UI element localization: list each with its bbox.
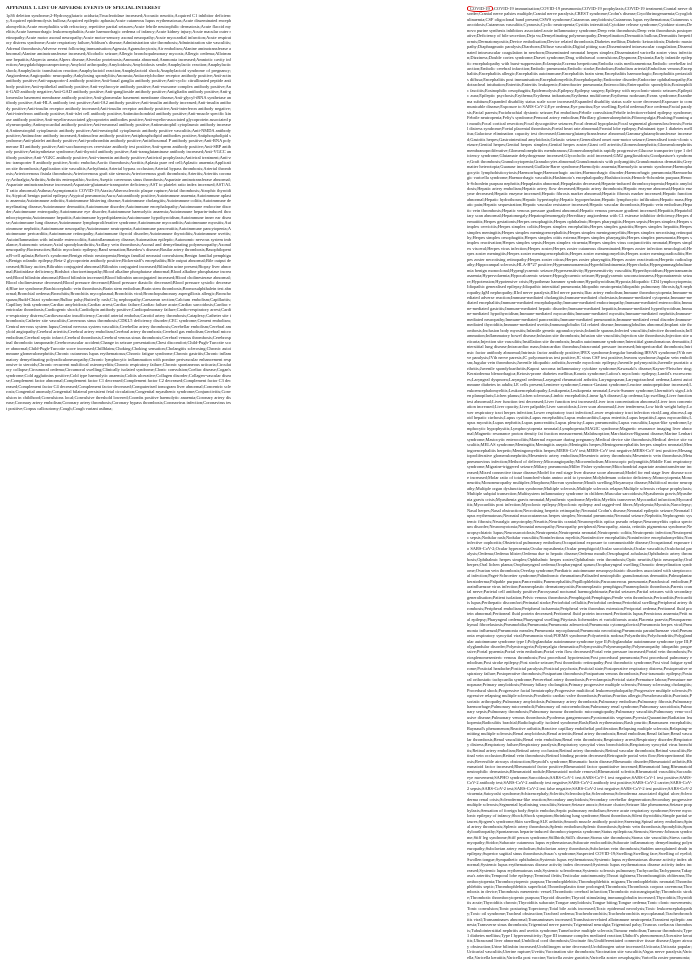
appendix-heading: APPENDIX 1. LIST OF ADVERSE EVENTS OF SPECIAL INTEREST [6, 6, 161, 11]
adverse-events-list-part-3: COVID-19 ;COVID-19 immunisation;COVID-19 pneumonia;COVID-19 prophylaxis;COVID-19 treatment;Cranial nerve disorder;Cranial nerve palsies multiple;Cranial nerve paralysis;CREST syndrome;Crohn's disease;Cryofibrinogenaemia;Cryoglobulinaemia;CSF oligoclonal band present;CSWS syndrome;Cutaneous amyloidosis;Cutaneous lupus erythematosus;Cutaneous sarcoidosis;Cutaneous vasculitis;Cyanosis;Cyclic neutropenia;Cystitis interstitial;Cytokine release syndrome;Cytokine storm;De novo purine synthesis inhibitors associated acute inflammatory syndrome;Deep vein thrombosis;Deep vein thrombosis postoperative;Deficiency of bile secretion;Deja vu;Demyelinating polyneuropathy;Demyelination;Dermatitis bullous;Dermatitis herpetiformis;Dermatomyositis;Device embolisation;Device related thrombosis;Diabetes mellitus;Diabetic ketoacidosis;Diabetic mastopathy;Diaphragmatic paralysis;Diarrhoea;Diffuse vasculitis;Digital pitting scar;Disseminated intravascular coagulation;Disseminated intravascular coagulation in newborn;Disseminated neonatal herpes simplex;Disseminated varicella zoster virus infection;Dizziness;Double cortex syndrome;Dravet syndrome;Drug withdrawal convulsions;Dyspnoea;Dystonia;Early infantile epileptic encephalopathy with burst-suppression;Eclampsia;Eczema herpeticum;Embolia cutis medicamentosa;Embolic cerebellar infarction;Embolic cerebral infarction;Embolic pneumonia;Embolic stroke;Embolism;Embolism arterial;Embolism venous;Encephalitis;Encephalitis allergic;Encephalitis autoimmune;Encephalitis brain stem;Encephalitis haemorrhagic;Encephalitis periaxialis diffusa;Encephalitis post immunisation;Encephalomyelitis;Encephalopathy;Endocrine disorder;Endocrine ophthalmopathy;Endotracheal intubation;Enteritis;Enteritis leukopenic;Enterobacter pneumonia;Enterocolitis;Enteropathic spondylitis;Eosinophilic fasciitis;Eosinophilic oesophagitis;Epidermolysis;Epilepsy;Epilepsy surgery;Epilepsy with myoclonic-atonic seizures;Epileptic aura;Epileptic psychosis;Erythema;Erythema induratum;Erythema multiforme;Erythema nodosum;Evans syndrome;Exanthema subitum;Expanded disability status scale score increased;Expanded disability status scale score decreased;Exposure to communicable disease;Exposure to SARS-CoV-2;Eye oedema;Eye pruritus;Eye swelling;Eyelid oedema;Face oedema;Facial paralysis;Facial paresis;Faciobrachial dystonic seizure;Fat embolism;Febrile convulsion;Febrile infection-related epilepsy syndrome;Febrile neutropenia;Felty's syndrome;Femoral artery embolism;Fibrillary glomerulonephritis;Fibromyalgia;Flushing;Foaming at mouth;Focal cortical resection;Focal dyscognitive seizures;Focal dermal hypoplasia;Focal segmental glomerulosclerosis;Foetal distress syndrome;Foetal placental thrombosis;Foetal heart rate abnormal;Frontal lobe epilepsy;Fulminant type 1 diabetes mellitus;Galactose elimination capacity test decreased;Gamma-glutamyltransferase abnormal;Gamma-glutamyltransferase increased;Gastritis herpes;Gastrointestinal amyloidosis;Gelastic seizure;Generalised onset non-motor seizure;Generalised tonic-clonic seizure;Genital herpes;Genital herpes simplex;Genital herpes zoster;Giant cell arteritis;Glomerulonephritis;Glomerulonephritis membranoproliferative;Glomerulonephritis membranous;Glomerulonephritis rapidly progressive;Glucose transporter type 1 deficiency syndrome;Glutamate dehydrogenase increased;Glycocholic acid increased;GM2 gangliosidosis;Goodpasture's syndrome;Graft thrombosis;Granulocytopenia;Granulocytes abnormal;Granulomatosis with polyangiitis;Granulomatous dermatitis;Grey matter heterotopia;Guanase increased;Guillain-Barre syndrome;Haemolytic anaemia;Haemolytic uraemic syndrome;Haemophagocytic lymphohistiocytosis;Haemorrhage;Haemorrhagic ascites;Haemorrhagic disorder;Haemorrhagic pneumonia;Haemorrhagic varicella syndrome;Haemorrhagic vasculitis;Hashimoto's encephalopathy;Hashitoxicosis;Henoch-Schonlein purpura;Henoch-Schonlein purpura nephritis;Hepaplastin abnormal;Hepaplastin decreased;Heparin-induced thrombocytopenia;Hepatic amyloidosis;Hepatic artery embolism;Hepatic artery flow decreased;Hepatic artery thrombosis;Hepatic enzyme abnormal;Hepatic enzyme decreased;Hepatic enzyme increased;Hepatic fibrosis marker abnormal;Hepatic fibrosis marker increased;Hepatic function abnormal;Hepatic hydrothorax;Hepatic hypertrophy;Hepatic hypoperfusion;Hepatic lymphocytic infiltration;Hepatic mass;Hepatic pain;Hepatic sequestration;Hepatic vascular resistance increased;Hepatic vascular thrombosis;Hepatic vein embolism;Hepatic vein thrombosis;Hepatic venous pressure gradient abnormal;Hepatic venous pressure gradient increased;Hepatitis;Hepatobiliary scan abnormal;Hepatomegaly;Hepatosplenomegaly;Hereditary angioedema with C1 esterase inhibitor deficiency;Herpes dermatitis;Herpes gestationis;Herpes oesophagitis;Herpes ophthalmic;Herpes pharyngitis;Herpes sepsis;Herpes simplex;Herpes simplex cervicitis;Herpes simplex colitis;Herpes simplex encephalitis;Herpes simplex gastritis;Herpes simplex hepatitis;Herpes simplex meningitis;Herpes simplex meningoencephalitis;Herpes simplex meningomyelitis;Herpes simplex necrotising retinopathy;Herpes simplex oesophagitis;Herpes simplex otitis externa;Herpes simplex pharyngitis;Herpes simplex pneumonia;Herpes simplex reactivation;Herpes simplex sepsis;Herpes simplex viraemia;Herpes simplex virus conjunctivitis neonatal;Herpes simplex visceral;Herpes virus infection;Herpes zoster;Herpes zoster cutaneous disseminated;Herpes zoster infection neurological;Herpes zoster meningitis;Herpes zoster meningoencephalitis;Herpes zoster meningomyelitis;Herpes zoster meningoradiculitis;Herpes zoster necrotising retinopathy;Herpes zoster oticus;Herpes zoster pharyngitis;Herpes zoster reactivation;Herpetic radiculopathy;Hippocampal sclerosis;HLA-B*27 positive;Hyperammonaemia;Hyperbilirubinaemia;Hypercholia;Hypergammaglobulinaemia benign monoclonal;Hyperglycaemic seizure;Hypersensitivity;Hypersensitivity vasculitis;Hyperthyroidism;Hypertransaminasaemia;Hypervolaemia;Hypocalcaemic seizure;Hypoglycaemic seizure;Hypoglycaemic unconsciousness;Hyponatraemic seizure;Hypotension;Hypotensive crisis;Hypothenar hammer syndrome;Hypothyroidism;Hypoxia;Idiopathic CD4 lymphocytopenia;Idiopathic generalised epilepsy;Idiopathic interstitial pneumonia;Idiopathic neutropenia;Idiopathic pulmonary fibrosis;IgA nephropathy;IgM nephropathy;IIIrd nerve paralysis;IIIrd nerve paresis;Iliac artery embolism;Immune thrombocytopenia;Immune-mediated adverse reaction;Immune-mediated cholangitis;Immune-mediated cholestasis;Immune-mediated cytopenia;Immune-mediated encephalitis;Immune-mediated encephalopathy;Immune-mediated endocrinopathy;Immune-mediated enterocolitis;Immune-mediated gastritis;Immune-mediated hepatic disorder;Immune-mediated hepatitis;Immune-mediated hyperthyroidism;Immune-mediated hypothyroidism;Immune-mediated myocarditis;Immune-mediated myositis;Immune-mediated nephritis;Immune-mediated neuropathy;Immune-mediated pancreatitis;Immune-mediated pneumonitis;Immune-mediated renal disorder;Immune-mediated thyroiditis;Immune-mediated uveitis;Immunoglobulin G4 related disease;Immunoglobulins abnormal;Implant site thrombosis;Inclusion body myositis;Infantile genetic agranulocytosis;Infantile spasms;Infected vasculitis;Infective thrombosis;Inflammation;Inflammatory bowel disease;Infusion site thrombosis;Infusion site vasculitis;Injection site thrombosis;Injection site urticaria;Injection site vasculitis;Instillation site thrombosis;Insulin autoimmune syndrome;Interstitial granulomatous dermatitis;Interstitial lung disease;Intracardiac mass;Intracardiac thrombus;Intracranial pressure increased;Intrapericardial thrombosis;Intrinsic factor antibody abnormal;Intrinsic factor antibody positive;IPEX syndrome;Irregular breathing;IRVAN syndrome;IVth nerve paralysis;IVth nerve paresis;JC polyomavirus test positive;JC virus CSF test positive;Jeavons syndrome;Jugular vein embolism;Jugular vein thrombosis;Juvenile idiopathic arthritis;Juvenile myoclonic epilepsy;Juvenile polymyositis;Juvenile psoriatic arthritis;Juvenile spondyloarthritis;Kaposi sarcoma inflammatory cytokine syndrome;Kawasaki's disease;Kayser-Fleischer ring;Keratoderma blenorrhagica;Ketosis-prone diabetes mellitus;Kounis syndrome;Lafora's myoclonic epilepsy;Lambl's excrescences;Laryngeal dyspnoea;Laryngeal oedema;Laryngeal rheumatoid arthritis;Laryngospasm;Laryngotracheal oedema;Latent autoimmune diabetes in adults;LE cells present;Lemierre syndrome;Lennox-Gastaut syndrome;Leucine aminopeptidase increased;Leukoencephalomyelitis;Leukoencephalopathy;Leukopenia;Leukopenia neonatal;Lewis-Sumner syndrome;Lhermitte's sign;Lichen planopilaris;Lichen planus;Lichen sclerosus;Limbic encephalitis;Linear IgA disease;Lip oedema;Lip swelling;Liver function test abnormal;Liver function test decreased;Liver function test increased;Liver iron concentration abnormal;Liver iron concentration increased;Liver opacity;Liver palpable;Liver sarcoidosis;Liver scan abnormal;Liver tenderness;Low birth weight baby;Lower respiratory tract herpes infection;Lower respiratory tract infection;Lower respiratory tract infection viral;Lung abscess;Lupoid hepatic cirrhosis;Lupus cystitis;Lupus encephalitis;Lupus endocarditis;Lupus enteritis;Lupus hepatitis;Lupus myocarditis;Lupus myositis;Lupus nephritis;Lupus pancreatitis;Lupus pleurisy;Lupus pneumonitis;Lupus vasculitis;Lupus-like syndrome;Lymphocytic hypophysitis;Lymphocytopenia neonatal;Lymphopenia;MAGIC syndrome;Magnetic resonance imaging liver abnormal;Magnetic resonance proton density fat fraction measurement;Malabsorption;Marchiafava-Bignami disease;Marine Lenhart syndrome;Mastocytic enterocolitis;Maternal exposure during pregnancy;Medical device site thrombosis;Medical device site vasculitis;MELAS syndrome;Meningitis;Meningitis aseptic;Meningitis herpes;Meningoencephalitis herpes simplex neonatal;Meningoencephalitis herpetic;Meningomyelitis herpes;MERS-CoV test;MERS-CoV test negative;MERS-CoV test positive;Mesangioproliferative glomerulonephritis;Mesenteric artery embolism;Mesenteric artery thrombosis;Mesenteric vein thrombosis;Metapneumovirus infection;Method of delivery;Microangiopathy;Microembolism;Microscopic polyangiitis;Middle East respiratory syndrome;Migraine-triggered seizure;Miliary pneumonia;Miller Fisher syndrome;Mitochondrial aspartate aminotransferase increased;Mixed connective tissue disease;Model for end stage liver disease score abnormal;Model for end stage liver disease score increased;Molar ratio of total branched-chain amino acid to tyrosine;Molybdenum cofactor deficiency;Monocytopenia;Mononeuritis;Mononeuropathy multiplex;Morphoea;Morvan syndrome;Mouth swelling;Moyamoya disease;Multifocal motor neuropathy;Multiple organ dysfunction syndrome;Multiple sclerosis;Multiple sclerosis relapse;Multiple sclerosis relapse prophylaxis;Multiple subpial transection;Multisystem inflammatory syndrome in children;Muscular sarcoidosis;Myasthenia gravis;Myasthenia gravis crisis;Myasthenia gravis neonatal;Myasthenic syndrome;Myelitis;Myelitis transverse;Myocardial infarction;Myocarditis;Myocarditis post infection;Myoclonic epilepsy;Myoclonic epilepsy and ragged-red fibres;Myokymia;Myositis;Narcolepsy;Nasal herpes;Nasal obstruction;Necrotising herpetic retinopathy;Neonatal Crohn's disease;Neonatal epileptic seizure;Neonatal lupus erythematosus;Neonatal mucocutaneous herpes simplex;Neonatal pneumonia;Neonatal seizure;Nephritis;Nephrogenic systemic fibrosis;Neuralgic amyotrophy;Neuritis;Neuritis cranial;Neuromyelitis optica pseudo relapse;Neuromyelitis optica spectrum disorder;Neuromyotonia;Neonatal neuropathy;Neuropathy peripheral;Neuropathy, ataxia, retinitis pigmentosa syndrome;Neuropsychiatric lupus;Neurosarcoidosis;Neutropenia;Neutropenia neonatal;Neutropenic colitis;Neutropenic infection;Neutropenic sepsis;Nodular rash;Nodular vasculitis;Noninfectious myelitis;Noninfective encephalitis;Noninfective encephalomyelitis;Noninfective oophoritis;Obstetrical pulmonary embolism;Occupational exposure to communicable disease;Occupational exposure to SARS-CoV-2;Ocular hyperaemia;Ocular myasthenia;Ocular pemphigoid;Ocular sarcoidosis;Ocular vasculitis;Oculofacial paralysis;Oedema;Oedema blister;Oedema due to hepatic disease;Oedema mouth;Oesophageal achalasia;Ophthalmic artery thrombosis;Ophthalmic herpes simplex;Ophthalmic herpes zoster;Ophthalmic vein thrombosis;Optic neuritis;Optic neuropathy;Oral herpes;Oral lichen planus;Oropharyngeal oedema;Oropharyngeal spasm;Oropharyngeal swelling;Osmotic demyelination syndrome;Ovarian vein thrombosis;Overlap syndrome;Paediatric autoimmune neuropsychiatric disorders associated with streptococcal infection;Paget-Schroetter syndrome;Palindromic rheumatism;Palisaded neutrophilic granulomatous dermatitis;Palmoplantar keratoderma;Palpable purpura;Pancreatitis;Panencephalitis;Papillophlebitis;Paracancerous pneumonia;Paradoxical embolism;Parainfluenzae virus infection;Paraneoplastic dermatomyositis;Paraneoplastic pemphigus;Paraneoplastic thrombosis;Paresis cranial nerve;Parietal cell antibody positive;Paroxysmal nocturnal haemoglobinuria;Partial seizures;Partial seizures with secondary generalisation;Patient isolation;Pelvic venous thrombosis;Pemphigoid;Pemphigus;Penile vein thrombosis;Pericarditis;Pericarditis lupus;Perihepatic discomfort;Perinatal stroke;Periorbital cellulitis;Periorbital oedema;Periorbital swelling;Peripheral artery thrombosis;Peripheral embolism;Peripheral ischaemia;Peripheral vein thrombus extension;Periportal oedema;Peritoneal fluid protein abnormal;Peritoneal fluid protein decreased;Peritoneal fluid protein increased;Peritonitis lupus;Pernicious anaemia;Petit mal epilepsy;Pharyngeal oedema;Pharyngeal swelling;Pityriasis lichenoides et varioliformis acuta;Placenta praevia;Pleuroparenchymal fibroelastosis;Pneumobilia;Pneumonia;Pneumonia adenoviral;Pneumonia cytomegaloviral;Pneumonia herpes viral;Pneumonia influenzal;Pneumonia measles;Pneumonia mycoplasmal;Pneumonia necrotising;Pneumonia parainfluenzae viral;Pneumonia respiratory syncytial viral;Pneumonia viral;POEMS syndrome;Polyarteritis nodosa;Polyarthritis;Polychondritis;Polyglandular autoimmune syndrome type I;Polyglandular autoimmune syndrome type II;Polyglandular autoimmune syndrome type III;Polyglandular disorder;Polymicrogyria;Polymyalgia rheumatica;Polymyositis;Polyneuropathy;Polyneuropathy idiopathic progressive;Portal pyaemia;Portal vein embolism;Portal vein flow decreased;Portal vein pressure increased;Portal vein thrombosis;Portosplenomesenteric venous thrombosis;Post procedural hypotension;Post procedural pneumonia;Post procedural pulmonary embolism;Post stroke epilepsy;Post stroke seizure;Post thrombotic retinopathy;Post thrombotic syndrome;Post viral fatigue syndrome;Postictal headache;Postictal paralysis;Postictal psychosis;Postictal state;Postoperative respiratory distress;Postoperative respiratory failure;Postoperative thrombosis;Postpartum thrombosis;Postpartum venous thrombosis;Post-traumatic epilepsy;Postural orthostatic tachycardia syndrome;Precerebral artery thrombosis;Pre-eclampsia;Preictal state;Premature labour;Premature menopause;Primary amyloidosis;Primary biliary cholangitis;Primary progressive multiple sclerosis;Primary sclerosing cholangitis;Procedural shock;Progressive facial hemiatrophy;Progressive multifocal leukoencephalopathy;Progressive multiple sclerosis;Progressive relapsing multiple sclerosis;Prosthetic cardiac valve thrombosis;Pruritus;Pruritus allergic;Pseudovasculitis;Psoriasis;Psoriatic arthropathy;Pulmonary amyloidosis;Pulmonary artery thrombosis;Pulmonary embolism;Pulmonary fibrosis;Pulmonary haemorrhage;Pulmonary microemboli;Pulmonary oil microembolism;Pulmonary renal syndrome;Pulmonary sarcoidosis;Pulmonary sepsis;Pulmonary thrombosis;Pulmonary tumour thrombotic microangiopathy;Pulmonary vasculitis;Pulmonary veno-occlusive disease;Pulmonary venous thrombosis;Pyoderma gangrenosum;Pyostomatitis vegetans;Pyrexia;Quarantine;Radiation leukopenia;Radiculitis brachial;Radiologically isolated syndrome;Rash;Rash erythematous;Rash pruritic;Rasmussen encephalitis;Raynaud's phenomenon;Reactive arthritis;Reactive capillary endothelial proliferation;Relapsing multiple sclerosis;Relapsing-remitting multiple sclerosis;Renal amyloidosis;Renal arteritis;Renal artery thrombosis;Renal embolism;Renal failure;Renal vascular thrombosis;Renal vasculitis;Renal vein embolism;Renal vein thrombosis;Respiratory arrest;Respiratory disorder;Respiratory distress;Respiratory failure;Respiratory paralysis;Respiratory syncytial virus bronchiolitis;Respiratory syncytial virus bronchitis;Retinal artery embolism;Retinal artery occlusion;Retinal artery thrombosis;Retinal vascular thrombosis;Retinal vasculitis;Retinal vein occlusion;Retinal vein thrombosis;Retinol binding protein decreased;Retrograde portal vein flow;Retroperitoneal fibrosis;Reversible airways obstruction;Reynold's syndrome;Rheumatic brain disease;Rheumatic disorder;Rheumatoid arthritis;Rheumatoid factor increased;Rheumatoid factor positive;Rheumatoid factor quantitative increased;Rheumatoid lung;Rheumatoid neutrophilic dermatosis;Rheumatoid nodule;Rheumatoid nodule removal;Rheumatoid scleritis;Rheumatoid vasculitis;Saccadic eye movement;SAPHO syndrome;Sarcoidosis;SARS-CoV-1 test;SARS-CoV-1 test negative;SARS-CoV-1 test positive;SARS-CoV-2 antibody test;SARS-CoV-2 antibody test negative;SARS-CoV-2 antibody test positive;SARS-CoV-2 carrier;SARS-CoV-2 sepsis;SARS-CoV-2 test;SARS-CoV-2 test false negative;SARS-CoV-2 test negative;SARS-CoV-2 test positive;SARS-CoV-2 viraemia;Satoyoshi syndrome;Schizencephaly;Scleritis;Sclerodactylia;Scleroderma;Scleroderma associated digital ulcer;Scleroderma renal crisis;Scleroderma-like reaction;Secondary amyloidosis;Secondary cerebellar degeneration;Secondary progressive multiple sclerosis;Segmental hyalinising vasculitis;Seizure;Seizure anoxic;Seizure cluster;Seizure like phenomena;Seizure prophylaxis;Sensation of foreign body;Septic embolus;Septic pulmonary embolism;Severe acute respiratory syndrome;Severe myoclonic epilepsy of infancy;Shock;Shock symptom;Shrinking lung syndrome;Shunt thrombosis;Silent thyroiditis;Simple partial seizures;Sjogren's syndrome;Skin swelling;SLE arthritis;Smooth muscle antibody positive;Sneezing;Spinal artery embolism;Spinal artery thrombosis;Splenic artery thrombosis;Splenic embolism;Splenic thrombosis;Splenic vein thrombosis;Spondylitis;Spondyloarthropathy;Spontaneous heparin-induced thrombocytopenia syndrome;Status epilepticus;Stenosis;Stevens-Johnson syndrome;Stiff leg syndrome;Stiff person syndrome;Stillbirth;Still's disease;Stoma site thrombosis;Stoma site vasculitis;Stress cardiomyopathy;Stridor;Subacute cutaneous lupus erythematosus;Subacute endocarditis;Subacute inflammatory demyelinating polyneuropathy;Subclavian artery embolism;Subclavian artery thrombosis;Subclavian vein thrombosis;Sudden unexplained death in epilepsy;Superior sagittal sinus thrombosis;Susac's syndrome;Suspected COVID-19;Swelling;Swelling face;Swelling of eyelid;Swollen tongue;Sympathetic ophthalmia;Systemic lupus erythematosus;Systemic lupus erythematosus disease activity index abnormal;Systemic lupus erythematosus disease activity index decreased;Systemic lupus erythematosus disease activity index increased;Systemic lupus erythematosus rash;Systemic scleroderma;Systemic sclerosis pulmonary;Tachycardia;Tachypnoea;Takayasu's arteritis;Temporal lobe epilepsy;Terminal ileitis;Testicular autoimmunity;Throat tightness;Thromboangiitis obliterans;Thrombocytopenia;Thrombocytopenic purpura;Thrombophlebitis;Thrombophlebitis migrans;Thrombophlebitis neonatal;Thrombophlebitis septic;Thrombophlebitis superficial;Thromboplastin time prolonged;Thrombosis;Thrombosis corpora cavernosa;Thrombosis in device;Thrombosis mesenteric vessel;Thrombotic cerebral infarction;Thrombotic microangiopathy;Thrombotic stroke;Thrombotic thrombocytopenic purpura;Thyroid disorder;Thyroid stimulating immunoglobulin increased;Thyroiditis;Thyroiditis acute;Thyroiditis chronic;Thyroiditis subacute;Tongue amyloidosis;Tongue biting;Tongue oedema;Tonic clonic movements;Tonic convulsion;Tonic posturing;Topectomy;Total bile acids increased;Toxic epidermal necrolysis;Toxic leukoencephalopathy;Toxic oil syndrome;Tracheal obstruction;Tracheal oedema;Tracheobronchitis;Tracheobronchitis mycoplasmal;Tracheobronchitis viral;Transaminases abnormal;Transaminases increased;Transfusion-related alloimmune neutropenia;Transient epileptic amnesia;Transverse sinus thrombosis;Trigeminal nerve paresis;Trigeminal neuralgia;Trigeminal palsy;Truncus coeliacus thrombosis;Tubulointerstitial nephritis and uveitis syndrome;Tumefactive multiple sclerosis;Tumour embolism;Tumour thrombosis;Type 1 diabetes mellitus;Type I hypersensitivity;Type III immune complex mediated reaction;Uhthoff's phenomenon;Ulcerative keratitis;Ultrasound liver abnormal;Umbilical cord thrombosis;Uncinate fits;Undifferentiated connective tissue disease;Upper airway obstruction;Urine bilirubin increased;Urobilinogen urine decreased;Urobilinogen urine increased;Urticaria;Urticaria papular;Urticarial vasculitis;Uterine rupture;Uveitis;Vaccination site thrombosis;Vaccination site vasculitis;Vagus nerve paralysis;Varicella;Varicella keratitis;Varicella post vaccine;Varicella zoster gastritis;Varicella zoster oesophagitis;Varicella zoster pneumonia; [467, 6, 692, 960]
covid-19-highlight: COVID-19 [467, 6, 493, 12]
adverse-events-list-part-1: 1p36 deletion syndrome;2-Hydroxyglutaric aciduria;5'nucleotidase increased;Acoustic neuritis;Acquired C1 inhibitor deficiency;Acquired epidermolysis bullosa;Acquired epileptic aphasia;Acute cutaneous lupus erythematosus;Acute disseminated encephalomyelitis;Acute encephalitis with refractory, repetitive partial seizures;Acute febrile neutrophilic dermatosis;Acute flaccid myelitis;Acute haemorrhagic leukoencephalitis;Acute haemorrhagic oedema of infancy;Acute kidney injury;Acute macular outer retinopathy;Acute motor axonal neuropathy;Acute motor-sensory axonal neuropathy;Acute myocardial infarction;Acute respiratory distress syndrome;Acute respiratory failure;Addison's disease;Administration site thrombosis;Administration site vasculitis;Adrenal thrombosis;Adverse event following immunisation;Ageusia;Agranulocytosis;Air embolism;Alanine aminotransferase abnormal;Alanine aminotransferase increased;Alcoholic seizure;Allergic bronchopulmonary mycosis;Allergic oedema;Alloimmune hepatitis;Alopecia areata;Alpers disease;Alveolar proteinosis;Ammonia abnormal;Ammonia increased;Amniotic cavity infection;Amygdalohippocampectomy;Amyloid arthropathy;Amyloidosis;Amyloidosis senile;Anaphylactic reaction;Anaphylactic shock;Anaphylactic transfusion reaction;Anaphylactoid reaction;Anaphylactoid shock;Anaphylactoid syndrome of pregnancy;Angioedema;Angiopathic neuropathy;Ankylosing spondylitis;Anosmia;Antiacetylcholine receptor antibody positive;Anti-actin antibody positive;Anti-aquaporin-4 antibody positive;Anti-basal ganglia antibody positive;Anti-cyclic citrullinated peptide antibody positive;Anti-epithelial antibody positive;Anti-erythrocyte antibody positive;Anti-exosome complex antibody positive;Anti-GAD antibody negative;Anti-GAD antibody positive;Anti-ganglioside antibody positive;Antigliadin antibody positive;Anti-glomerular basement membrane antibody positive;Anti-glomerular basement membrane disease;Anti-glycyl-tRNA synthetase antibody positive;Anti-HLA antibody test positive;Anti-IA2 antibody positive;Anti-insulin antibody increased;Anti-insulin antibody positive;Anti-insulin receptor antibody increased;Anti-insulin receptor antibody positive;Anti-interferon antibody negative;Anti-interferon antibody positive;Anti-islet cell antibody positive;Antimitochondrial antibody positive;Anti-muscle specific kinase antibody positive;Anti-myelin-associated glycoprotein antibodies positive;Anti-myelin-associated glycoprotein associated polyneuropathy;Antimyocardial antibody positive;Anti-neuronal antibody positive;Antineutrophil cytoplasmic antibody increased;Antineutrophil cytoplasmic antibody positive;Anti-neutrophil cytoplasmic antibody positive vasculitis;Anti-NMDA antibody positive;Antinuclear antibody increased;Antinuclear antibody positive;Antiphospholipid antibodies positive;Antiphospholipid syndrome;Anti-platelet antibody positive;Anti-prothrombin antibody positive;Antiribosomal P antibody positive;Anti-RNA polymerase III antibody positive;Anti-saccharomyces cerevisiae antibody test positive;Anti-sperm antibody positive;Anti-SRP antibody positive;Antisynthetase syndrome;Anti-thyroid antibody positive;Anti-transglutaminase antibody increased;Anti-VGCC antibody positive;Anti-VGKC antibody positive;Anti-vimentin antibody positive;Antiviral prophylaxis;Antiviral treatment;Anti-zinc transporter 8 antibody positive;Aortic embolus;Aortic thrombosis;Aortitis;Aplasia pure red cell;Aplastic anaemia;Application site thrombosis;Application site vasculitis;Arrhythmia;Arterial bypass occlusion;Arterial bypass thrombosis;Arterial thrombosis;Arteriovenous fistula thrombosis;Arteriovenous graft site stenosis;Arteriovenous graft thrombosis;Arteritis;Arteritis coronary;Arthralgia;Arthritis;Arthritis enteropathic;Ascites;Aseptic cavernous sinus thrombosis;Aspartate aminotransferase abnormal;Aspartate aminotransferase increased;Aspartate-glutamate-transporter deficiency;AST to platelet ratio index increased;AST/ALT ratio abnormal;Asthma;Asymptomatic COVID-19;Ataxia;Atherosclerotic plaque rupture;Atrial thrombosis;Atrophic thyroiditis;Atypical benign partial epilepsy;Atypical pneumonia;Aura;Autoantibody positive;Autoimmune anaemia;Autoimmune aplastic anaemia;Autoimmune arthritis;Autoimmune blistering disease;Autoimmune cholangitis;Autoimmune colitis;Autoimmune demyelinating disease;Autoimmune dermatitis;Autoimmune disorder;Autoimmune encephalopathy;Autoimmune endocrine disorder;Autoimmune enteropathy;Autoimmune eye disorder;Autoimmune haemolytic anaemia;Autoimmune heparin-induced thrombocytopenia;Autoimmune hepatitis;Autoimmune hyperlipidaemia;Autoimmune hypothyroidism;Autoimmune inner ear disease;Autoimmune lung disease;Autoimmune lymphoproliferative syndrome;Autoimmune myocarditis;Autoimmune myositis;Autoimmune nephritis;Autoimmune neuropathy;Autoimmune neutropenia;Autoimmune pancreatitis;Autoimmune pancytopenia;Autoimmune pericarditis;Autoimmune retinopathy;Autoimmune thyroid disorder;Autoimmune thyroiditis;Autoimmune uveitis;Autoinflammation with infantile enterocolitis;Autoinflammatory disease;Automatism epileptic;Autonomic nervous system imbalance;Autonomic seizure;Axial spondyloarthritis;Axillary vein thrombosis;Axonal and demyelinating polyneuropathy;Axonal neuropathy;Bacterascites;Baltic myoclonic epilepsy;Band sensation;Basedow's disease;Basilar artery thrombosis;Basophilopenia;B-cell aplasia;Behcet's syndrome;Benign ethnic neutropenia;Benign familial neonatal convulsions;Benign familial pemphigus;Benign rolandic epilepsy;Beta-2 glycoprotein antibody positive;Bickerstaff's encephalitis;Bile output abnormal;Bile output decreased;Biliary ascites;Bilirubin conjugated abnormal;Bilirubin conjugated increased;Bilirubin urine present;Biopsy liver abnormal;Biotinidase deficiency;Birdshot chorioretinopathy;Blood alkaline phosphatase abnormal;Blood alkaline phosphatase increased;Blood bilirubin abnormal;Blood bilirubin increased;Blood bilirubin unconjugated increased;Blood cholinesterase abnormal;Blood cholinesterase decreased;Blood pressure decreased;Blood pressure diastolic decreased;Blood pressure systolic decreased;Blue toe syndrome;Brachiocephalic vein thrombosis;Brain stem embolism;Brain stem thrombosis;Bromosulphthalein test abnormal;Bronchial oedema;Bronchitis;Bronchitis mycoplasmal;Bronchitis viral;Bronchopulmonary aspergillosis allergic;Bronchospasm;Budd-Chiari syndrome;Bulbar palsy;Butterfly rash;C1q nephropathy;Caesarean section;Calcium embolism;Capillaritis;Capillary leak syndrome;Cardiac amyloidosis;Cardiac arrest;Cardiac failure;Cardiac failure acute;Cardiac sarcoidosis;Cardiac ventricular thrombosis;Cardiogenic shock;Cardiolipin antibody positive;Cardiopulmonary failure;Cardio-respiratory arrest;Cardio-respiratory distress;Cardiovascular insufficiency;Carotid arterial embolus;Carotid artery thrombosis;Cataplexy;Catheter site thrombosis;Catheter site vasculitis;Cavernous sinus thrombosis;CDKL5 deficiency disorder;CEC syndrome;Cement embolism;Central nervous system lupus;Central nervous system vasculitis;Cerebellar artery thrombosis;Cerebellar embolism;Cerebral amyloid angiopathy;Cerebral arteritis;Cerebral artery embolism;Cerebral artery thrombosis;Cerebral gas embolism;Cerebral microembolism;Cerebral septic infarct;Cerebral thrombosis;Cerebral venous sinus thrombosis;Cerebral venous thrombosis;Cerebrospinal thrombotic tamponade;Cerebrovascular accident;Change in seizure presentation;Chest discomfort;Child-Pugh-Turcotte score abnormal;Child-Pugh-Turcotte score increased;Chillblains;Choking;Choking sensation;Cholangitis sclerosing;Chronic autoimmune glomerulonephritis;Chronic cutaneous lupus erythematosus;Chronic fatigue syndrome;Chronic gastritis;Chronic inflammatory demyelinating polyradiculoneuropathy;Chronic lymphocytic inflammation with pontine perivascular enhancement responsive to steroids;Chronic recurrent multifocal osteomyelitis;Chronic respiratory failure;Chronic spontaneous urticaria;Circulatory collapse;Circumoral oedema;Circumoral swelling;Clinically isolated syndrome;Clonic convulsion;Coeliac disease;Cogan's syndrome;Cold agglutinins positive;Cold type haemolytic anaemia;Colitis ulcerative;Collagen disorder;Collagen-vascular disease;Complement factor abnormal;Complement factor C1 decreased;Complement factor C2 decreased;Complement factor C3 decreased;Complement factor C4 decreased;Complement factor decreased;Computerised tomogram liver abnormal;Concentric sclerosis;Congenital anomaly;Congenital bilateral persistent fetal circulation;Congenital myasthenic syndrome;Conjunctivitis;Convulsion in childhood;Convulsions local;Convulsive threshold lowered;Coombs positive haemolytic anaemia;Coronary artery disease;Coronary artery embolism;Coronary artery thrombosis;Coronary bypass thrombosis;Coronavirus infection;Coronavirus test positive;Corpus callosotomy;Cough;Cough variant asthma; [6, 13, 231, 411]
column-2 [235, 6, 463, 962]
column-1 [6, 6, 231, 962]
column-3 [467, 6, 692, 962]
document-page [6, 6, 692, 962]
